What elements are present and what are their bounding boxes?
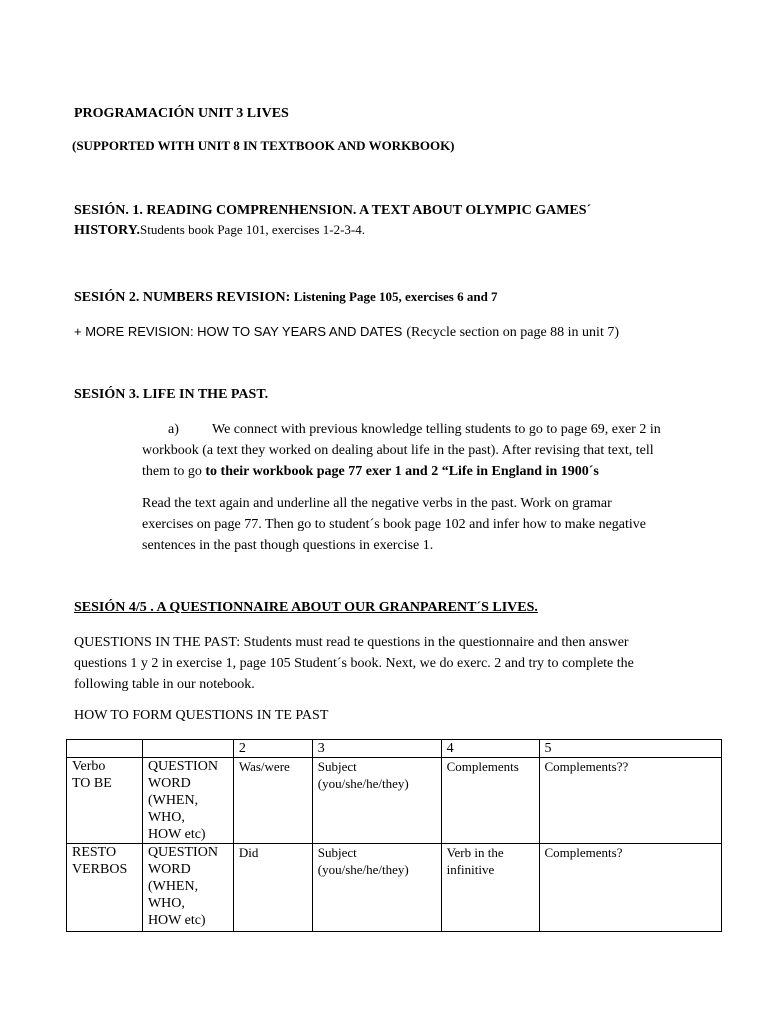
cell-line: QUESTION (147, 759, 218, 774)
cell-line: WORD (147, 776, 191, 791)
table-cell: Complements? (539, 844, 722, 932)
cell-line: Complements (446, 759, 519, 774)
table-header-cell: 3 (312, 740, 441, 758)
session-2-revision-rest: (Recycle section on page 88 in unit 7) (406, 325, 620, 340)
cell-line: RESTO (72, 845, 117, 860)
cell-line: (WHEN, (147, 879, 199, 894)
session-2-revision (74, 323, 619, 341)
session-3-para2-line2: exercises on page 77. Then go to student´s book page 102 and infer how to make negative (142, 517, 646, 532)
cell-line: WHO, (147, 810, 185, 825)
cell-line: Verb in the (446, 845, 504, 860)
table-header-cell (142, 740, 233, 758)
table-cell: Was/were (233, 758, 312, 844)
table-header-cell: 5 (539, 740, 722, 758)
session-2-heading-rest: Listening Page 105, exercises 6 and 7 (293, 289, 498, 304)
cell-line: (you/she/he/they) (317, 862, 409, 877)
table-cell (312, 844, 441, 932)
session-3-item-line3-start: them to go (142, 464, 206, 479)
table-cell (312, 758, 441, 844)
table-header-row (67, 740, 722, 758)
cell-line: QUESTION (147, 845, 218, 860)
cell-line: Verbo (72, 759, 106, 774)
cell-line: Subject (317, 759, 357, 774)
cell-line: (WHEN, (147, 793, 199, 808)
cell-line: HOW etc) (147, 913, 206, 928)
cell-line: VERBOS (72, 862, 128, 877)
table-cell (441, 758, 539, 844)
session-2-heading-line (74, 289, 498, 306)
table-header-cell: 2 (233, 740, 312, 758)
session-45-line3: following table in our notebook. (74, 677, 255, 692)
session-45-line1-caps: QUESTIONS IN THE PAST: (74, 635, 241, 650)
session-45-line2: questions 1 y 2 in exercise 1, page 105 Student´s book. Next, we do exerc. 2 and try to complete the (74, 656, 634, 671)
session-3-item-line1: We connect with previous knowledge telling students to go to page 69, exer 2 in (212, 422, 661, 437)
document-title: PROGRAMACIÓN UNIT 3 LIVES (74, 106, 289, 121)
session-3-item-line3 (142, 461, 599, 482)
session-3-item-marker: a) (168, 422, 179, 437)
table-cell (67, 844, 143, 932)
table-cell: Did (233, 844, 312, 932)
session-45-line1-rest: Students must read te questions in the questionnaire and then answer (240, 635, 629, 650)
table-row (67, 844, 722, 932)
cell-line: (you/she/he/they) (317, 776, 409, 791)
session-1-line2 (74, 222, 365, 239)
cell-line: Subject (317, 845, 357, 860)
table-cell (142, 758, 233, 844)
table-cell: Complements?? (539, 758, 722, 844)
session-45-heading: SESIÓN 4/5 . A QUESTIONNAIRE ABOUT OUR GRANPARENT´S LIVES. (74, 600, 538, 615)
table-header-cell: 4 (441, 740, 539, 758)
cell-line: HOW etc) (147, 827, 206, 842)
table-header-cell (67, 740, 143, 758)
session-45-line1 (74, 632, 629, 653)
session-2-heading: SESIÓN 2. NUMBERS REVISION: (74, 290, 291, 305)
table-cell (67, 758, 143, 844)
session-1-heading: SESIÓN. 1. READING COMPRENHENSION. A TEXT ABOUT OLYMPIC GAMES´ (74, 203, 592, 218)
session-3-heading: SESIÓN 3. LIFE IN THE PAST. (74, 387, 269, 402)
questions-table (66, 739, 722, 932)
session-3-para2-line1: Read the text again and underline all the negative verbs in the past. Work on gramar (142, 496, 612, 511)
cell-line: WHO, (147, 896, 185, 911)
cell-line: TO BE (72, 776, 112, 791)
session-1-heading-cont: HISTORY. (74, 223, 141, 238)
session-3-para2-line3: sentences in the past though questions in exercise 1. (142, 538, 434, 553)
table-row (67, 758, 722, 844)
session-1-detail: Students book Page 101, exercises 1-2-3-4. (140, 222, 365, 237)
table-title: HOW TO FORM QUESTIONS IN TE PAST (74, 708, 329, 723)
table-cell (142, 844, 233, 932)
session-3-item-line3-bold: to their workbook page 77 exer 1 and 2 “Life in England in 1900´s (205, 464, 599, 479)
session-3-item-line2: workbook (a text they worked on dealing about life in the past). After revising that text, tell (142, 443, 654, 458)
session-2-revision-caps: + MORE REVISION: HOW TO SAY YEARS AND DATES (74, 324, 403, 339)
cell-line: infinitive (446, 862, 495, 877)
table-cell (441, 844, 539, 932)
cell-line: WORD (147, 862, 191, 877)
document-subtitle: (SUPPORTED WITH UNIT 8 IN TEXTBOOK AND WORKBOOK) (72, 138, 455, 153)
